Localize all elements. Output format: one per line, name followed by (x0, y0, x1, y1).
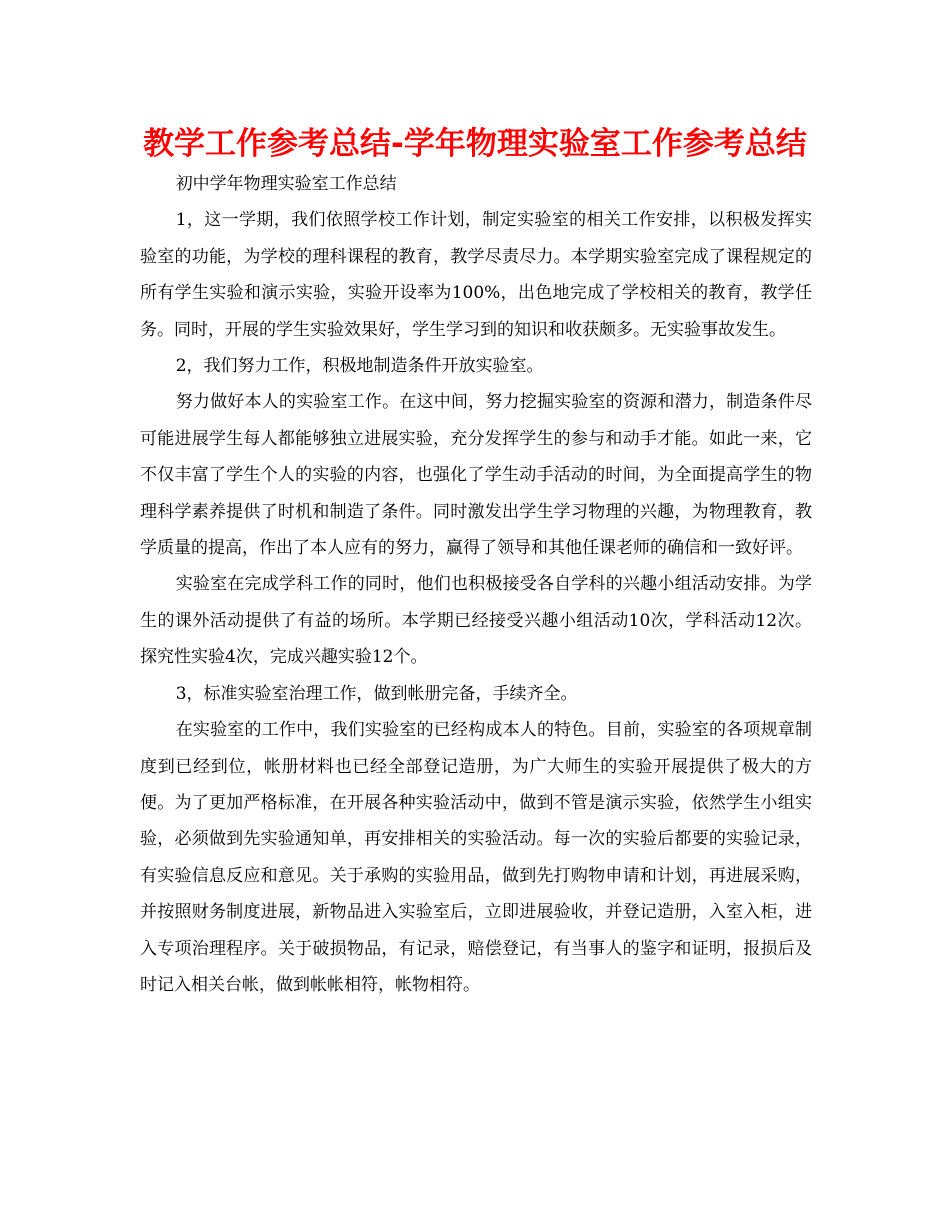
document-title: 教学工作参考总结-学年物理实验室工作参考总结 (143, 126, 807, 162)
paragraph: 努力做好本人的实验室工作。在这中间，努力挖掘实验室的资源和潜力，制造条件尽可能进展学生每人都能够独立进展实验，充分发挥学生的参与和动手才能。如此一来，它不仅丰富了学生个人的实验的内容，也强化了学生动手活动的时间，为全面提高学生的物理科学素养提供了时机和制造了条件。同时激发出学生学习物理的兴趣，为物理教育，教学质量的提高，作出了本人应有的努力，赢得了领导和其他任课老师的确信和一致好评。 (140, 392, 812, 559)
paragraph: 在实验室的工作中，我们实验室的已经构成本人的特色。目前，实验室的各项规章制度到已经到位，帐册材料也已经全部登记造册，为广大师生的实验开展提供了极大的方便。为了更加严格标准，在开展各种实验活动中，做到不管是演示实验，依然学生小组实验，必须做到先实验通知单，再安排相关的实验活动。每一次的实验后都要的实验记录，有实验信息反应和意见。关于承购的实验用品，做到先打购物申请和计划，再进展采购，并按照财务制度进展，新物品进入实验室后，立即进展验收，并登记造册，入室入柜，进入专项治理程序。关于破损物品，有记录，赔偿登记，有当事人的鉴字和证明，报损后及时记入相关台帐，做到帐帐相符，帐物相符。 (140, 720, 812, 995)
paragraph: 3，标准实验室治理工作，做到帐册完备，手续齐全。 (175, 683, 578, 704)
paragraph: 2，我们努力工作，积极地制造条件开放实验室。 (175, 356, 544, 377)
paragraph-subtitle: 初中学年物理实验室工作总结 (175, 174, 397, 194)
paragraph: 实验室在完成学科工作的同时，他们也积极接受各自学科的兴趣小组活动安排。为学生的课外活动提供了有益的场所。本学期已经接受兴趣小组活动10次，学科活动12次。探究性实验4次，完成兴趣实验12个。 (140, 574, 812, 668)
paragraph: 1，这一学期，我们依照学校工作计划，制定实验室的相关工作安排，以积极发挥实验室的功能，为学校的理科课程的教育，教学尽责尽力。本学期实验室完成了课程规定的所有学生实验和演示实验，实验开设率为100%，出色地完成了学校相关的教育，教学任务。同时，开展的学生实验效果好，学生学习到的知识和收获颇多。无实验事故发生。 (140, 210, 812, 340)
document-body (140, 166, 812, 1003)
